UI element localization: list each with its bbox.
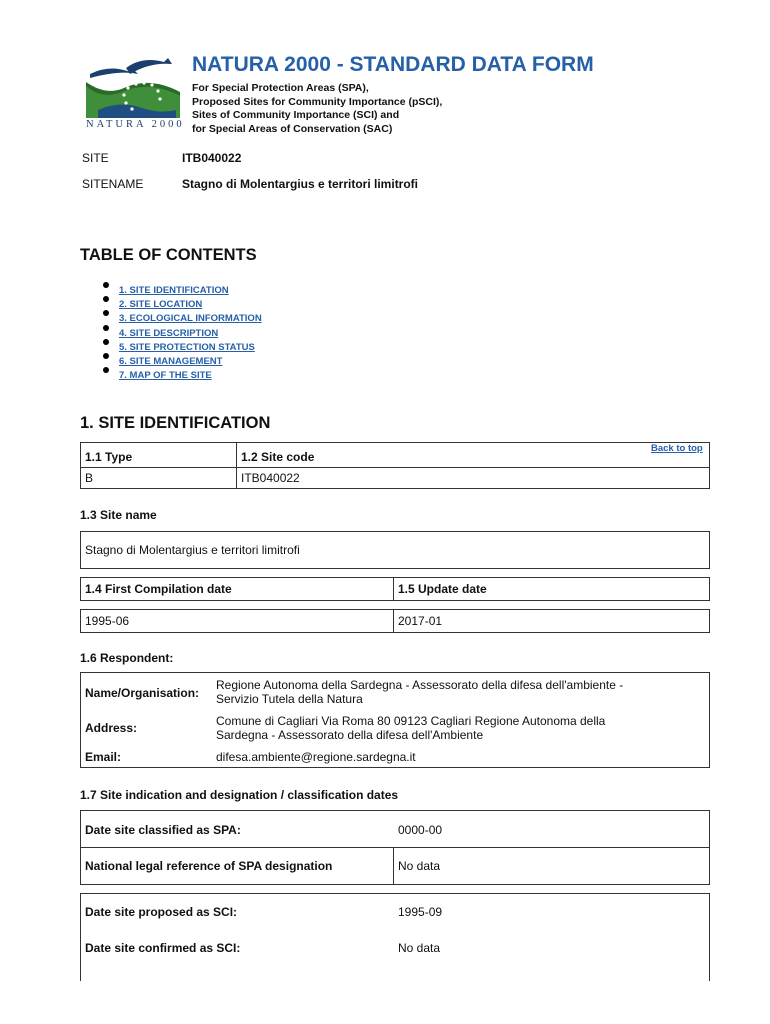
toc-link-ecological-information[interactable]: 3. ECOLOGICAL INFORMATION [119, 313, 262, 325]
sitename-value: Stagno di Molentargius e territori limitrofi [182, 177, 419, 191]
logo-wordmark: NATURA 2000 [86, 119, 185, 130]
toc-item [101, 294, 262, 311]
toc-item [101, 280, 262, 294]
respondent-address-line: Sardegna - Assessorato della difesa dell'Ambiente [216, 728, 484, 742]
respondent-name-label: Name/Organisation: [85, 686, 200, 700]
type-code-table [80, 442, 710, 489]
site-value: ITB040022 [182, 151, 242, 165]
table-divider [393, 609, 394, 633]
spa-reference-value: No data [398, 859, 441, 873]
toc-title: TABLE OF CONTENTS [80, 246, 257, 264]
toc-link-site-identification[interactable]: 1. SITE IDENTIFICATION [119, 285, 229, 296]
spa-reference-label: National legal reference of SPA designation [85, 859, 333, 873]
back-to-top-link[interactable]: Back to top [651, 443, 703, 454]
subtitle-line: Sites of Community Importance (SCI) and [192, 109, 400, 121]
respondent-address-label: Address: [85, 721, 138, 735]
table-divider [236, 442, 237, 489]
respondent-right-rule [709, 672, 710, 768]
toc-item [101, 337, 262, 351]
toc-link-site-location[interactable]: 2. SITE LOCATION [119, 299, 203, 311]
table-divider [80, 847, 710, 848]
first-compilation-header: 1.4 First Compilation date [85, 582, 232, 596]
table-divider [393, 577, 394, 601]
update-date-header: 1.5 Update date [398, 582, 487, 596]
respondent-name-line: Regione Autonoma della Sardegna - Assessorato della difesa dell'ambiente - [216, 678, 624, 692]
spa-date-label: Date site classified as SPA: [85, 823, 241, 837]
toc-item [101, 351, 262, 365]
type-header: 1.1 Type [85, 450, 133, 464]
subtitle-line: for Special Areas of Conservation (SAC) [192, 122, 393, 135]
sci-proposed-label: Date site proposed as SCI: [85, 905, 238, 919]
respondent-title: 1.6 Respondent: [80, 651, 174, 665]
type-value: B [85, 471, 94, 485]
sci-proposed-value: 1995-09 [398, 905, 443, 919]
respondent-left-rule [80, 672, 81, 768]
spa-date-value: 0000-00 [398, 823, 443, 837]
toc-link-site-protection-status[interactable]: 5. SITE PROTECTION STATUS [119, 341, 255, 353]
first-compilation-value: 1995-06 [85, 614, 130, 628]
page-subtitle [192, 82, 442, 136]
page-title: NATURA 2000 - STANDARD DATA FORM [192, 53, 594, 76]
toc-item [101, 365, 262, 382]
toc-item [101, 308, 262, 325]
sci-confirmed-label: Date site confirmed as SCI: [85, 941, 241, 955]
toc-link-site-management[interactable]: 6. SITE MANAGEMENT [119, 355, 223, 367]
sci-dates-right-rule [709, 893, 710, 981]
table-divider [80, 467, 710, 468]
respondent-top-rule [80, 672, 710, 673]
dates-value-box [80, 609, 710, 633]
site-code-value: ITB040022 [241, 471, 300, 485]
respondent-address-line: Comune di Cagliari Via Roma 80 09123 Cagliari Regione Autonoma della [216, 714, 606, 728]
respondent-name-line: Servizio Tutela della Natura [216, 692, 363, 706]
toc-link-map-of-the-site[interactable]: 7. MAP OF THE SITE [119, 370, 212, 382]
table-divider [393, 847, 394, 885]
section-title: 1. SITE IDENTIFICATION [80, 414, 271, 432]
update-date-value: 2017-01 [398, 614, 443, 628]
toc-link-site-description[interactable]: 4. SITE DESCRIPTION [119, 327, 219, 339]
site-code-header: 1.2 Site code [241, 450, 315, 464]
respondent-name-value [216, 678, 623, 706]
sitename-label: SITENAME [82, 177, 144, 191]
site-name-value: Stagno di Molentargius e territori limitrofi [85, 543, 300, 557]
subtitle-line: Proposed Sites for Community Importance (pSCI), [192, 95, 443, 108]
site-label: SITE [82, 151, 109, 165]
respondent-email-label: Email: [85, 750, 122, 764]
respondent-bottom-rule [80, 767, 710, 768]
subtitle-line: For Special Protection Areas (SPA), [192, 82, 369, 94]
respondent-address-value [216, 714, 605, 742]
toc-item [101, 323, 262, 337]
sci-dates-top-rule [80, 893, 710, 894]
toc-list [101, 280, 262, 382]
sci-confirmed-value: No data [398, 941, 441, 955]
designation-dates-title: 1.7 Site indication and designation / classification dates [80, 788, 399, 802]
sci-dates-left-rule [80, 893, 81, 981]
respondent-email-value: difesa.ambiente@regione.sardegna.it [216, 750, 416, 764]
site-name-title: 1.3 Site name [80, 508, 157, 522]
